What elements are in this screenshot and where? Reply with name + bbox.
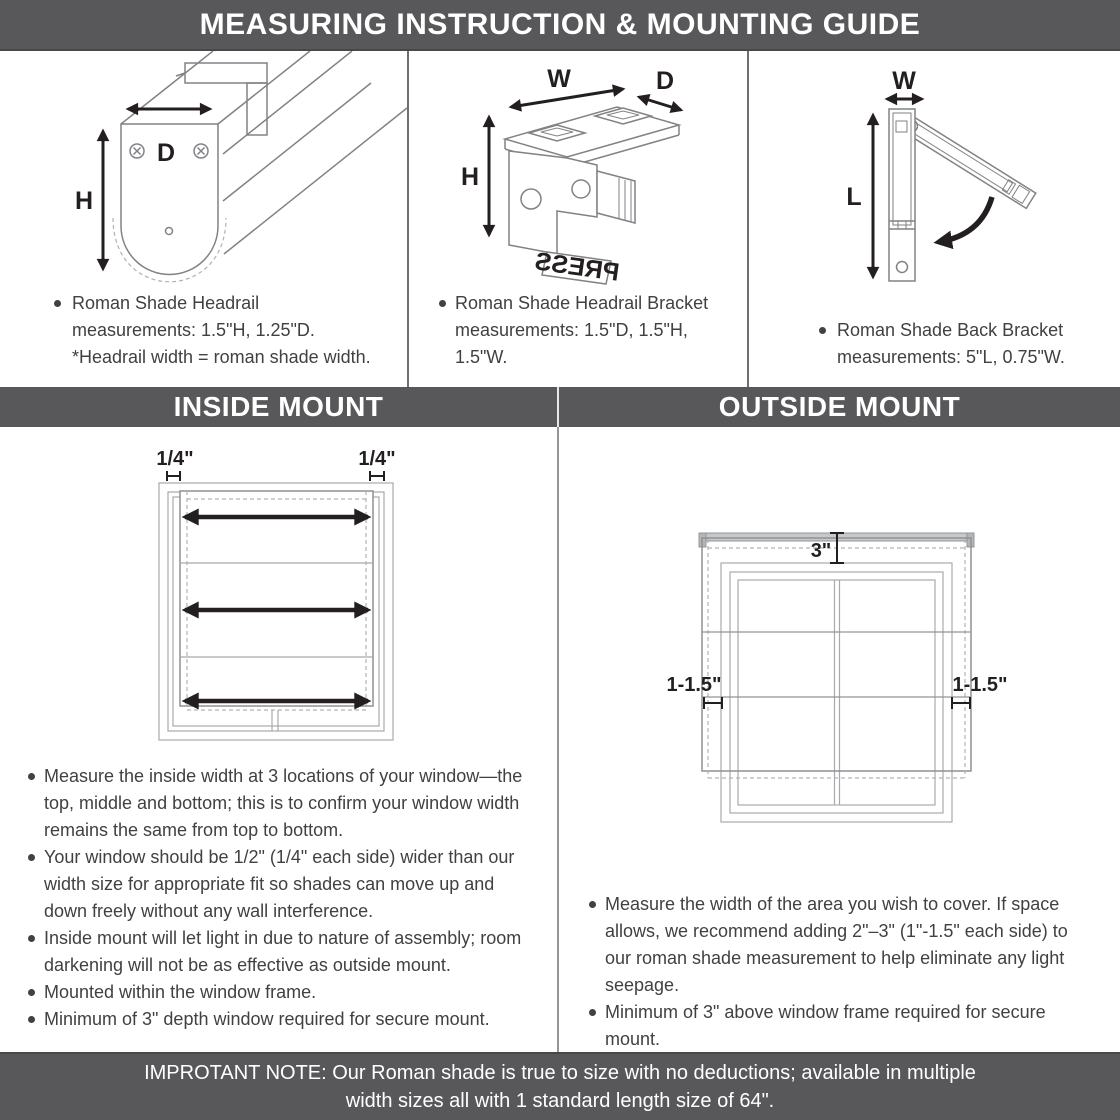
- window-frame-drawing: [721, 563, 952, 822]
- mount-content: [0, 427, 1120, 1052]
- hardware-panels: [0, 51, 1120, 387]
- list-item: Your window should be 1/2" (1/4" each side) wider than our width size for appropriate fit so shades can move up and down freely without any wall interference.: [28, 844, 535, 925]
- panel-back-bracket: [749, 51, 1120, 387]
- outside-mount-diagram: [559, 427, 1120, 857]
- width-label: W: [547, 65, 571, 93]
- mount-section-headers: [0, 387, 1120, 427]
- depth-arrow: [639, 97, 681, 110]
- page-title: MEASURING INSTRUCTION & MOUNTING GUIDE: [199, 7, 921, 41]
- list-item: Mounted within the window frame.: [28, 979, 535, 1006]
- page-title-bar: [0, 0, 1120, 51]
- panel-headrail-bracket: [409, 51, 747, 387]
- panel-headrail: [0, 51, 407, 387]
- outside-mount-header: [559, 387, 1120, 427]
- roman-shade: [180, 491, 373, 706]
- top-gap-label: 3": [810, 540, 832, 562]
- mounted-bracket-top: [185, 63, 267, 83]
- list-item: Minimum of 3" above window frame required for secure mount.: [589, 999, 1096, 1053]
- list-item: Measure the width of the area you wish to cover. If space allows, we recommend adding 2"–3" (1"-1.5" each side) to our roman shade measurement to help eliminate any light seepage.: [589, 891, 1096, 999]
- side-gap-measure-marks: [704, 697, 970, 709]
- headrail-caption: Roman Shade Headrail measurements: 1.5"H, 1.25"D. *Headrail width = roman shade width.: [0, 290, 407, 371]
- height-label: H: [74, 187, 94, 215]
- window-outer-frame: [721, 563, 952, 822]
- back-bracket-diagram: [749, 51, 1120, 287]
- right-gap-label: 1/4": [358, 448, 396, 470]
- important-note-text: IMPROTANT NOTE: Our Roman shade is true to size with no deductions; available in multiple width sizes all with 1 standard length size of 64".: [144, 1062, 976, 1112]
- back-bracket-bar-drawing: [889, 109, 915, 281]
- left-gap-label: 1/4": [156, 448, 194, 470]
- left-gap-label: 1-1.5": [666, 674, 722, 696]
- headrail-bracket-diagram: [409, 51, 747, 287]
- inside-mount-bullet-list: [28, 763, 535, 1033]
- inside-mount-header: [0, 387, 557, 427]
- shade-drawing: [699, 533, 974, 778]
- depth-label: D: [655, 67, 675, 95]
- headrail-diagram: [0, 51, 407, 287]
- list-item: Measure the inside width at 3 locations of your window—the top, middle and bottom; this is to confirm your window width remains the same from top to bottom.: [28, 763, 535, 844]
- height-label: H: [460, 163, 480, 191]
- width-label: W: [892, 67, 916, 95]
- outside-mount-bullet-list: [589, 891, 1096, 1053]
- list-item: Minimum of 3" depth window required for secure mount.: [28, 1006, 535, 1033]
- window-sill-drawing: [272, 710, 278, 731]
- press-tab-label: PRESS: [533, 247, 622, 287]
- swing-direction-arrow: [939, 197, 992, 242]
- list-item: Inside mount will let light in due to nature of assembly; room darkening will not be as effective as outside mount.: [28, 925, 535, 979]
- right-gap-label: 1-1.5": [952, 674, 1008, 696]
- depth-label: D: [156, 139, 176, 167]
- inside-mount-column: [0, 427, 557, 1052]
- outside-mount-title: OUTSIDE MOUNT: [718, 391, 961, 422]
- back-bracket-caption: Roman Shade Back Bracket measurements: 5"L, 0.75"W.: [749, 317, 1120, 371]
- headrail-bracket-caption: Roman Shade Headrail Bracket measurements: 1.5"D, 1.5"H, 1.5"W.: [409, 290, 747, 371]
- outside-mount-column: [559, 427, 1120, 1052]
- inside-mount-diagram: [0, 427, 557, 757]
- shade-drawing: [180, 491, 373, 710]
- length-label: L: [846, 183, 862, 211]
- gap-measure-marks: [167, 471, 384, 481]
- window-inner-frame: [730, 572, 943, 813]
- inside-mount-title: INSIDE MOUNT: [173, 391, 384, 422]
- important-note-bar: [0, 1052, 1120, 1120]
- roman-shade: [702, 538, 971, 771]
